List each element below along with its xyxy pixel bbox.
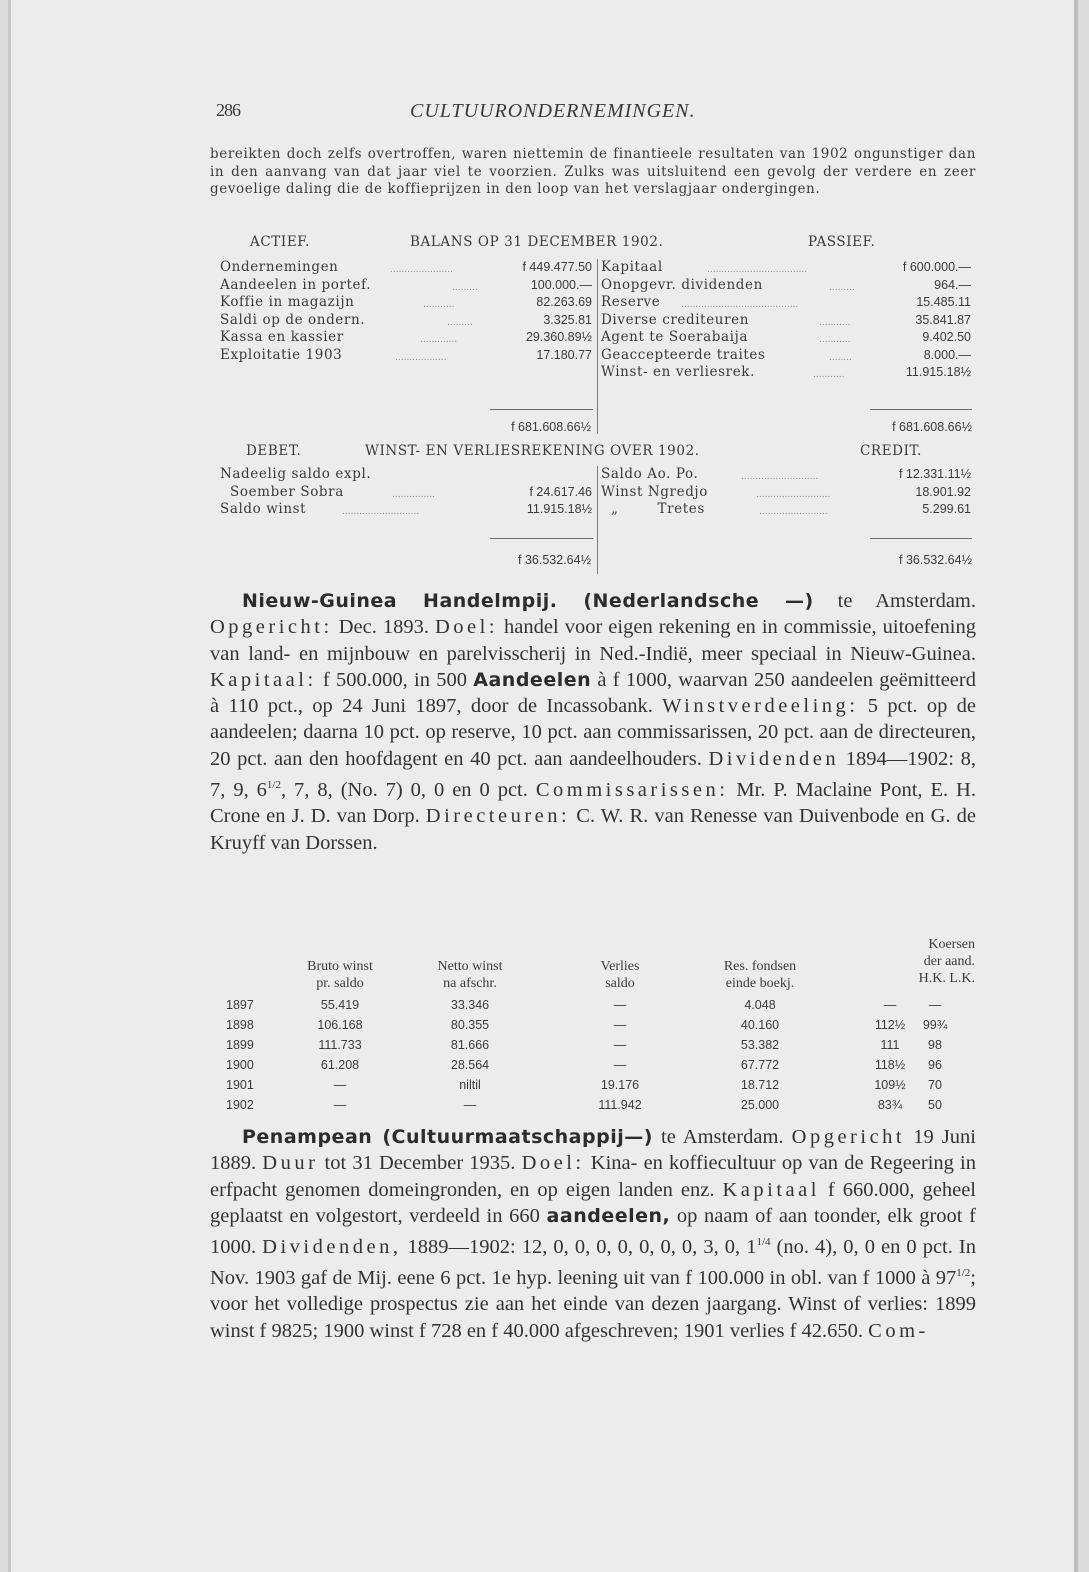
row-label: Ondernemingen [220,259,339,275]
ledger-row: Saldo Ao. Po. ........................... f 12.331.11½ [601,466,971,482]
aandeelen-keyword: aandeelen, [546,1204,671,1227]
ledger-row: Winst Ngredjo .......................... 18.901.92 [601,483,971,500]
column-header: Bruto winst pr. saldo [307,959,373,991]
debet-heading: DEBET. [246,443,302,459]
row-label: Saldi op de ondern. [220,311,366,328]
field-label: Kapitaal: [210,668,317,691]
debet-column [220,466,596,519]
row-amount: 29.360.89½ [525,330,592,344]
row-amount: 9.402.50 [922,330,971,344]
row-label: Aandeelen in portef. [220,276,372,293]
profit-loss-heading [210,443,976,461]
row-label: Nadeelig saldo expl. [220,466,372,482]
column-header: Netto winst na afschr. [437,959,503,991]
row-label: Onopgevr. dividenden [601,276,763,293]
row-amount: 964.— [934,277,971,292]
field-label: Opgericht: [210,616,333,639]
field-value: op naam of aan toonder, elk groot f 1000. [210,1204,976,1259]
field-value: Kina- en koffiecultuur op van de Regeering in erfpacht genomen domeingronden, en op eigen landen enz. [210,1152,977,1201]
ledger-row: Ondernemingen ...................... f 449.477.50 [220,259,592,275]
field-label: Doel: [434,616,499,639]
balance-total-passief: f 681.608.66½ [892,420,972,434]
row-label: „ Tretes [611,501,705,517]
page-header [210,100,976,126]
row-label: Soember Sobra [230,483,344,500]
column-header: Verlies saldo [600,959,640,991]
fraction: 1/2 [956,1267,971,1280]
field-value: (no. 4), 0, 0 en 0 pct. In Nov. 1903 gaf de Mij. eene 6 pct. 1e hyp. leening uit van f 100.000 in obl. van f 1000 à 97 [210,1236,977,1290]
location: te Amsterdam. [652,1126,792,1148]
profit-loss-total-credit: f 36.532.64½ [899,553,972,567]
field-value: 5 pct. op de aandeelen; daarna 10 pct. op reserve, 10 pct. aan commissarissen, 20 pct. aan de directeuren, 20 pct. aan den hoofdagent en 40 pct. aan aandeelhouders. [210,695,976,770]
row-label: Kapitaal [601,259,663,275]
field-value: Dec. 1893. [332,616,435,639]
field-value: f 500.000, in 500 [316,668,474,691]
row-label: Diverse crediteuren [601,311,750,328]
ledger-row: Kapitaal ................................... f 600.000.— [601,259,971,275]
field-value: 1889—1902: 12, 0, 0, 0, 0, 0, 0, 0, 3, 0, 1 [401,1236,757,1259]
passief-column [601,259,975,382]
column-divider [597,466,598,574]
field-label: Winstverdeeling: [662,695,859,718]
location: te Amsterdam. [813,590,976,612]
field-value: Mr. P. Maclaine Pont, E. H. Crone en J. D. van Dorp. [210,778,976,828]
balance-total-actief: f 681.608.66½ [511,420,591,434]
credit-column [601,466,975,519]
field-value: 19 Juni 1889. [210,1126,976,1175]
total-rule-right [870,409,972,410]
ledger-row: Kassa en kassier ............. 29.360.89½ [220,329,592,345]
row-label: Saldo winst [220,501,307,517]
row-amount: 11.915.18½ [526,502,592,516]
ledger-row: Koffie in magazijn ........... 82.263.69 [220,294,592,310]
column-header: Res. fondsen einde boekj. [723,959,797,991]
ledger-row: Onopgevr. dividenden ......... 964.— [601,276,971,293]
field-label: Doel: [521,1152,585,1175]
field-value: handel voor eigen rekening en in commissie, uitoefening van land- en mijnbouw en parelvisscherij in Ned.-Indië, meer speciaal in Nieuw-Guinea. [210,616,976,665]
ledger-row [220,466,596,484]
profit-loss-account [210,466,976,574]
balance-sheet-heading [210,234,976,252]
row-amount: 35.841.87 [915,312,971,327]
ledger-row: Saldi op de ondern. ......... 3.325.81 [220,311,592,328]
running-title: CULTUURONDERNEMINGEN. [410,100,696,122]
total-rule-left [490,409,593,410]
profit-loss-total-debet: f 36.532.64½ [518,553,591,567]
ledger-row: Diverse crediteuren ........... 35.841.87 [601,311,971,328]
row-amount: 3.325.81 [543,312,592,327]
balance-sheet-title: BALANS OP 31 DECEMBER 1902. [410,234,664,250]
row-amount: 15.485.11 [916,295,971,309]
credit-heading: CREDIT. [860,443,923,459]
ledger-row: Aandeelen in portef. ......... 100.000.— [220,276,592,293]
ledger-row: Exploitatie 1903 .................. 17.180.77 [220,346,592,363]
field-label: Com- [868,1319,929,1342]
row-amount: 18.901.92 [915,484,971,499]
field-value: ; voor het volledige prospectus zie aan het einde van dezen jaargang. Winst of verlies: 1899 winst f 9825; 1900 winst f 728 en f 40.000 afgeschreven; 1901 verlies f 42.650. [210,1267,976,1342]
column-header-koersen: Koersen der aand. H.K. L.K. [918,937,975,986]
article-penampean [210,1124,976,1344]
row-amount: 82.263.69 [536,295,592,309]
field-label: Commissarissen: [535,778,729,801]
row-amount: 11.915.18½ [905,365,971,379]
row-label: Exploitatie 1903 [220,346,343,363]
field-label: Directeuren: [425,805,571,828]
row-label: Agent te Soerabaija [601,329,749,345]
balance-sheet [210,259,976,434]
intro-paragraph: bereikten doch zelfs overtroffen, waren niettemin de finantieele resultaten van 1902 ongunstiger dan in den aanvang van dat jaar viel te voorzien. Zulks was uitsluitend een gevolg der verdere en zeer gevoelige daling die de koffieprijzen in den loop van het verslagjaar ondergingen. [210,146,976,197]
field-value: 1894—1902: 8, 7, 9, 6 [210,747,976,801]
fraction: 1/2 [266,779,281,792]
field-value: , 7, 8, (No. 7) 0, 0 en 0 pct. [280,778,536,801]
total-rule-left [490,538,593,539]
profit-loss-title: WINST- EN VERLIESREKENING OVER 1902. [365,443,700,459]
aandeelen-keyword: Aandeelen [473,668,592,691]
ledger-row: Reserve ......................................... 15.485.11 [601,294,971,310]
row-label: Geaccepteerde traites [601,346,766,363]
ledger-row: Saldo winst ........................... 11.915.18½ [220,501,592,517]
book-page: 286 CULTUURONDERNEMINGEN. bereikten doch zelfs overtroffen, waren niettemin de finantieele resultaten van 1902 ongunstiger dan in den aanvang van dat jaar viel te voorzien. Zulks was uitsluitend een gevolg der verdere en zeer gevoelige daling die de koffieprijzen in den loop van het verslagjaar ondergingen. ACTIEF. BALANS OP 31 DECEMBER 1902. PASSIEF. Ondernemingen ...................... f 449.477.50 Aandeelen in portef. ......... 100.000.— Koffie in magazijn ........... 82.263.69 Saldi op de ondern. ......... 3.325.81 Kassa en kassier ............. 29.360.89½ Exploitatie 1903 .................. 17.180.77 Kapitaal ................................... f 600.000.— Onopgevr. dividenden ......... 964.— Reserve ......................................... 15.485.11 Diverse crediteuren ........... 35.841.87 Agent te Soerabaija ........... 9.402.50 Geaccepteerde traites ........ 8.000.— Winst- en verliesrek. ........... 11.915.18½ f 681.608.66½ f 681.608.66½ DEBET. WINST- EN VERLIESREKENING OVER 1902. CREDIT. Nadeelig saldo expl. Soember Sobra ............... f 24.617.46 Saldo winst ........................... 11.915.18½ Saldo Ao. Po. ........................... f 12.331.11½ Winst Ngredjo .......................... 18.901.92 „ Tretes ........................ 5.299.61 f 36.532.64½ f 36.532.64½ Nieuw-Guinea Handelmpij. (Nederlandsche —) te Amsterdam. Opgericht: Dec. 1893. Doel: handel voor eigen rekening en in commissie, uitoefening van land- en mijnbouw en parelvisscherij in Ned.-Indië, meer speciaal in Nieuw-Guinea. Kapitaal: f 500.000, in 500 Aandeelen à f 1000, waarvan 250 aandeelen geëmitteerd à 110 pct., op 24 Juni 1897, door de Incassobank. Winstverdeeling: 5 pct. op de aandeelen; daarna 10 pct. op reserve, 10 pct. aan commissarissen, 20 pct. aan de directeuren, 20 pct. aan den hoofdagent en 40 pct. aan aandeelhouders. Dividenden 1894—1902: 8, 7, 9, $6^{1/2}$, 7, 8, (No. 7) 0, 0 en 0 pct. Commissarissen: Mr. P. Maclaine Pont, E. H. Crone en J. D. van Dorp. Directeuren: C. W. R. van Renesse van Duivenbode en G. de Kruyff van Dorssen. Bruto winst pr. saldo Netto winst na afschr. Verlies saldo Res. fondsen einde boekj. Koersen der aand. H.K. L.K. 1897 55.419 33.346 — 4.048 — — 1898 106.168 80.355 — 40.160 112½ 99¾ 1899 111.733 81.666 — 53.382 111 98 1900 61.208 28.564 — 67.772 118½ 96 1901 — niltil 19.176 18.712 109½ 70 1902 — — 111.942 25.000 83¾ 50 Penampean (Cultuurmaatschappij—) te Amsterdam. Opgericht 19 Juni 1889. Duur tot 31 December 1935. Doel: Kina- en koffiecultuur op van de Regeering in erfpacht genomen domeingronden, en op eigen landen enz. Kapitaal f 660.000, geheel geplaatst en volgestort, verdeeld in 660 aandeelen, op naam of aan toonder, elk groot f 1000. Dividenden, 1889—1902: 12, 0, 0, 0, 0, 0, 0, 0, 3, 0, $1^{1/4}$ (no. 4), 0, 0 en 0 pct. In Nov. 1903 gaf de Mij. eene 6 pct. 1e hyp. leening uit van f 100.000 in obl. van f 1000 à $97^{1/2}$; voor het volledige prospectus zie aan het einde van dezen jaargang. Winst of verlies: 1899 winst f 9825; 1900 winst f 728 en f 40.000 afgeschreven; 1901 verlies f 42.650. Com- [8,0,1078,1572]
actief-column [220,259,596,364]
ledger-row: Geaccepteerde traites ........ 8.000.— [601,346,971,363]
row-amount: 8.000.— [923,347,971,362]
column-divider [597,259,598,434]
row-label: Saldo Ao. Po. [601,466,699,482]
row-amount: f 600.000.— [902,260,971,274]
ledger-row: „ Tretes ........................ 5.299.61 [611,501,971,517]
field-value: C. W. R. van Renesse van Duivenbode en G. de Kruyff van Dorssen. [210,805,976,854]
actief-heading: ACTIEF. [250,234,311,250]
company-name: Penampean (Cultuurmaatschappij—) [242,1126,653,1148]
passief-heading: PASSIEF. [808,234,876,250]
row-label: Reserve [601,294,661,310]
ledger-row: Winst- en verliesrek. ........... 11.915.18½ [601,364,971,380]
field-value: f 660.000, geheel geplaatst en volgestort, verdeeld in 660 [210,1178,976,1227]
page-number: 286 [216,100,240,120]
company-name: Nieuw-Guinea Handelmpij. (Nederlandsche —) [242,590,814,612]
field-value: tot 31 December 1935. [318,1152,522,1175]
field-label: Opgericht [791,1126,906,1148]
row-label: Koffie in magazijn [220,294,355,310]
article-nieuw-guinea [210,588,976,856]
field-label: Dividenden, [262,1236,402,1259]
field-label: Dividenden [708,747,840,770]
row-label: Winst- en verliesrek. [601,364,755,380]
row-amount: 5.299.61 [922,502,971,516]
fraction: 1/4 [756,1236,771,1249]
row-label: Winst Ngredjo [601,483,708,500]
field-value: à f 1000, waarvan 250 aandeelen geëmitteerd à 110 pct., op 24 Juni 1897, door de Incassobank. [210,668,976,718]
row-amount: f 12.331.11½ [898,467,971,481]
row-amount: 100.000.— [530,277,592,292]
field-label: Duur [262,1152,319,1175]
row-amount: 17.180.77 [536,347,592,362]
row-amount: f 24.617.46 [529,484,592,499]
ledger-row: Soember Sobra ............... f 24.617.46 [230,483,592,500]
row-amount: f 449.477.50 [522,260,592,274]
total-rule-right [870,538,972,539]
field-label: Kapitaal [722,1178,820,1201]
ledger-row: Agent te Soerabaija ........... 9.402.50 [601,329,971,345]
row-label: Kassa en kassier [220,329,344,345]
